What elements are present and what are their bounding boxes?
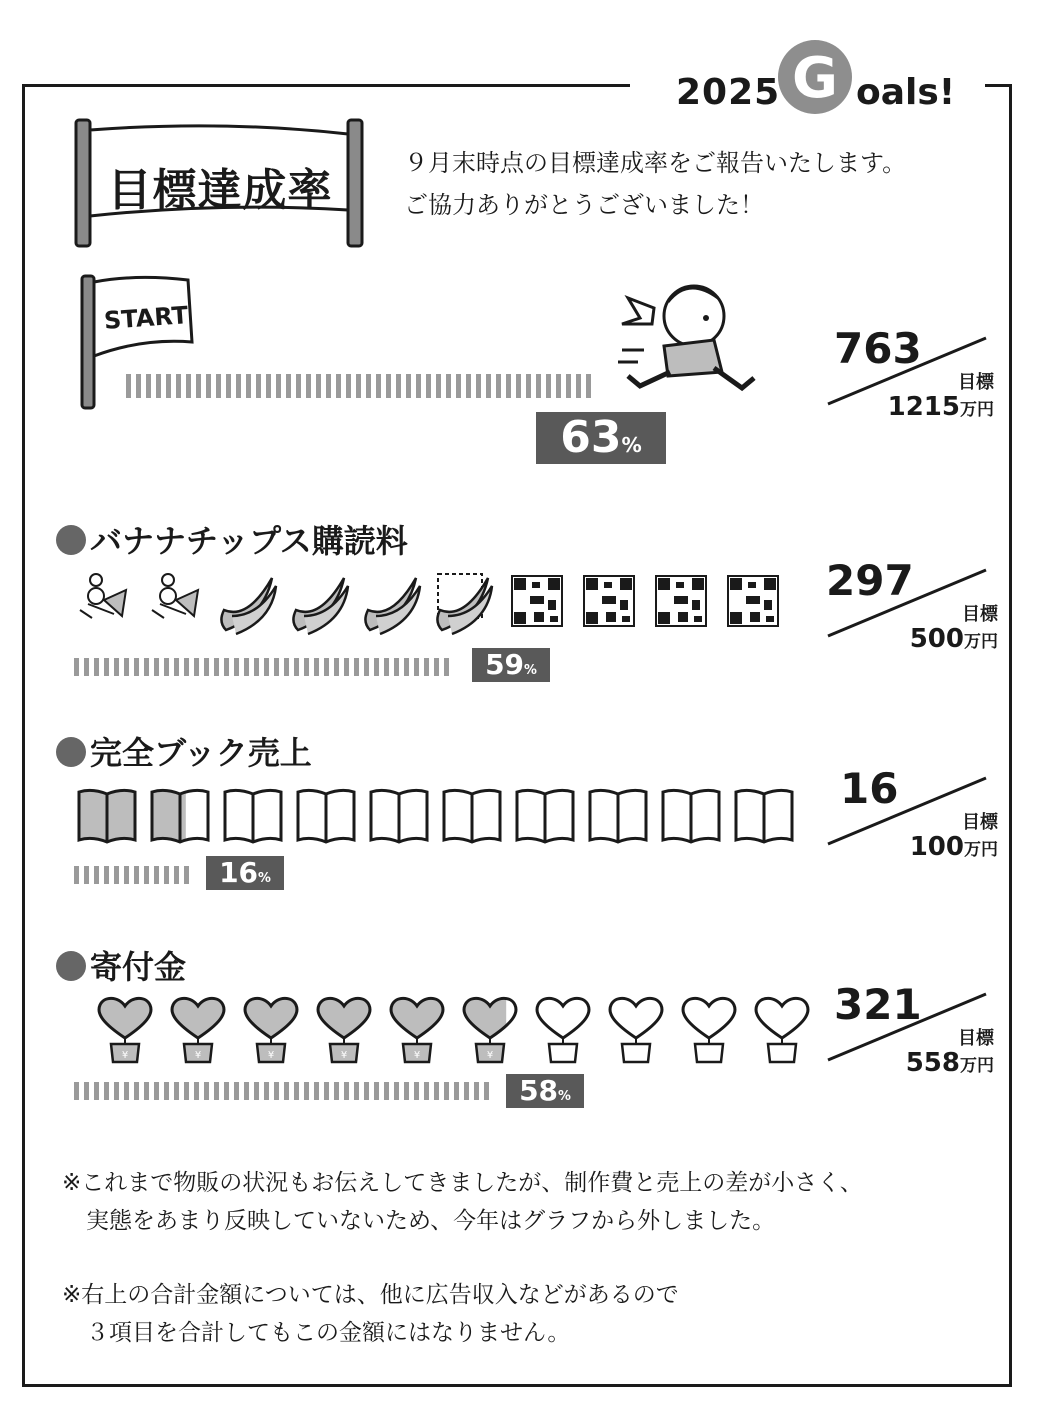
section-title-book xyxy=(56,728,312,774)
banana-icon xyxy=(218,570,282,636)
qr-code-icon xyxy=(578,570,642,636)
donation-goal-unit: 万円 xyxy=(960,1056,994,1076)
donation-percent-unit: % xyxy=(558,1089,571,1104)
total-percent-badge xyxy=(536,412,666,464)
book-amount xyxy=(826,764,1016,874)
donation-percent-badge xyxy=(506,1074,584,1108)
bullet-dot-icon xyxy=(56,737,86,767)
page-title: 目標達成率 xyxy=(107,165,333,216)
intro-line-1: ９月末時点の目標達成率をご報告いたします。 xyxy=(404,149,907,177)
total-progress-bar xyxy=(126,374,596,398)
runner-girl-icon xyxy=(618,268,758,404)
banana-percent-badge xyxy=(472,648,550,682)
yen-symbol: ¥ xyxy=(705,1050,713,1061)
donation-amount xyxy=(826,980,1016,1090)
yen-symbol: ¥ xyxy=(632,1050,640,1061)
yen-symbol: ¥ xyxy=(778,1050,786,1061)
bullet-dot-icon xyxy=(56,951,86,981)
heart-plant-icon xyxy=(605,994,667,1066)
donation-goal-value: 558 xyxy=(905,1048,960,1078)
banana-goal xyxy=(910,624,998,654)
total-percent-unit: % xyxy=(621,433,642,457)
total-goal-label: 目標 xyxy=(958,372,994,393)
banana-title-text: バナナチップス購読料 xyxy=(90,522,408,560)
donation-actual: 321 xyxy=(834,980,922,1029)
heart-plant-icon xyxy=(386,994,448,1066)
book-percent-unit: % xyxy=(258,871,271,886)
section-title-donation xyxy=(56,942,186,988)
yen-symbol: ¥ xyxy=(267,1050,275,1061)
banana-qr-icon xyxy=(434,570,498,636)
note-1 xyxy=(62,1164,863,1240)
total-actual: 763 xyxy=(834,324,922,373)
book-goal-value: 100 xyxy=(909,832,964,862)
heart-plant-icon xyxy=(313,994,375,1066)
yen-symbol: ¥ xyxy=(340,1050,348,1061)
goals-word: oals! xyxy=(856,72,956,113)
angel-icon xyxy=(146,570,210,630)
total-goal-value: 1215 xyxy=(887,392,960,422)
book-progress-bar xyxy=(74,866,194,884)
book-actual: 16 xyxy=(840,764,899,813)
book-goal-unit: 万円 xyxy=(964,840,998,860)
total-amount xyxy=(826,324,1016,434)
heart-icon-row xyxy=(94,994,824,1066)
heart-plant-icon xyxy=(532,994,594,1066)
goals-logo xyxy=(676,40,976,120)
heart-plant-icon xyxy=(167,994,229,1066)
book-icon xyxy=(587,786,649,846)
yen-symbol: ¥ xyxy=(413,1050,421,1061)
book-icon xyxy=(149,786,211,846)
book-icon xyxy=(222,786,284,846)
qr-code-icon xyxy=(650,570,714,636)
book-icon-row xyxy=(76,786,806,846)
qr-code-icon xyxy=(722,570,786,636)
note-1-line-1: ※これまで物販の状況もお伝えしてきましたが、制作費と売上の差が小さく、 xyxy=(62,1170,863,1196)
banana-icon xyxy=(290,570,354,636)
heart-plant-icon xyxy=(94,994,156,1066)
yen-symbol: ¥ xyxy=(559,1050,567,1061)
book-icon xyxy=(660,786,722,846)
heart-plant-icon xyxy=(240,994,302,1066)
heart-plant-icon xyxy=(678,994,740,1066)
book-icon xyxy=(733,786,795,846)
note-2 xyxy=(62,1276,679,1352)
note-2-line-2: ３項目を合計してもこの金額にはなりません。 xyxy=(86,1320,571,1346)
yen-symbol: ¥ xyxy=(486,1050,494,1061)
qr-code-icon xyxy=(506,570,570,636)
book-percent-value: 16 xyxy=(219,856,259,889)
donation-progress-bar xyxy=(74,1082,494,1100)
book-goal-label: 目標 xyxy=(962,812,998,833)
heart-plant-icon xyxy=(459,994,521,1066)
total-percent-value: 63 xyxy=(560,412,622,463)
intro-line-2: ご協力ありがとうございました！ xyxy=(404,191,764,219)
banana-actual: 297 xyxy=(826,556,914,605)
donation-goal-label: 目標 xyxy=(958,1028,994,1049)
donation-goal xyxy=(906,1048,994,1078)
bullet-dot-icon xyxy=(56,525,86,555)
goals-year: 2025 xyxy=(676,72,781,113)
book-icon xyxy=(441,786,503,846)
banana-progress-bar xyxy=(74,658,454,676)
donation-percent-value: 58 xyxy=(519,1074,559,1107)
book-goal xyxy=(910,832,998,862)
start-flag-text: START xyxy=(103,301,190,335)
banana-percent-value: 59 xyxy=(485,648,525,681)
banana-goal-value: 500 xyxy=(909,624,964,654)
book-icon xyxy=(295,786,357,846)
banana-goal-unit: 万円 xyxy=(964,632,998,652)
title-banner xyxy=(72,116,368,250)
angel-icon xyxy=(74,570,138,630)
heart-plant-icon xyxy=(751,994,813,1066)
donation-title-text: 寄付金 xyxy=(90,948,187,986)
book-title-text: 完全ブック売上 xyxy=(90,734,312,772)
note-2-line-1: ※右上の合計金額については、他に広告収入などがあるので xyxy=(62,1282,679,1308)
banana-icon-row xyxy=(74,570,786,636)
book-percent-badge xyxy=(206,856,284,890)
banana-percent-unit: % xyxy=(524,663,537,678)
goals-g-letter: G xyxy=(792,46,838,111)
yen-symbol: ¥ xyxy=(121,1050,129,1061)
section-title-banana xyxy=(56,516,408,562)
book-icon xyxy=(76,786,138,846)
banana-amount xyxy=(826,556,1016,666)
banana-icon xyxy=(362,570,426,636)
total-goal xyxy=(888,392,994,422)
yen-symbol: ¥ xyxy=(194,1050,202,1061)
note-1-line-2: 実態をあまり反映していないため、今年はグラフから外しました。 xyxy=(86,1208,776,1234)
book-icon xyxy=(514,786,576,846)
book-icon xyxy=(368,786,430,846)
intro-text xyxy=(404,142,906,226)
total-goal-unit: 万円 xyxy=(960,400,994,420)
banana-goal-label: 目標 xyxy=(962,604,998,625)
